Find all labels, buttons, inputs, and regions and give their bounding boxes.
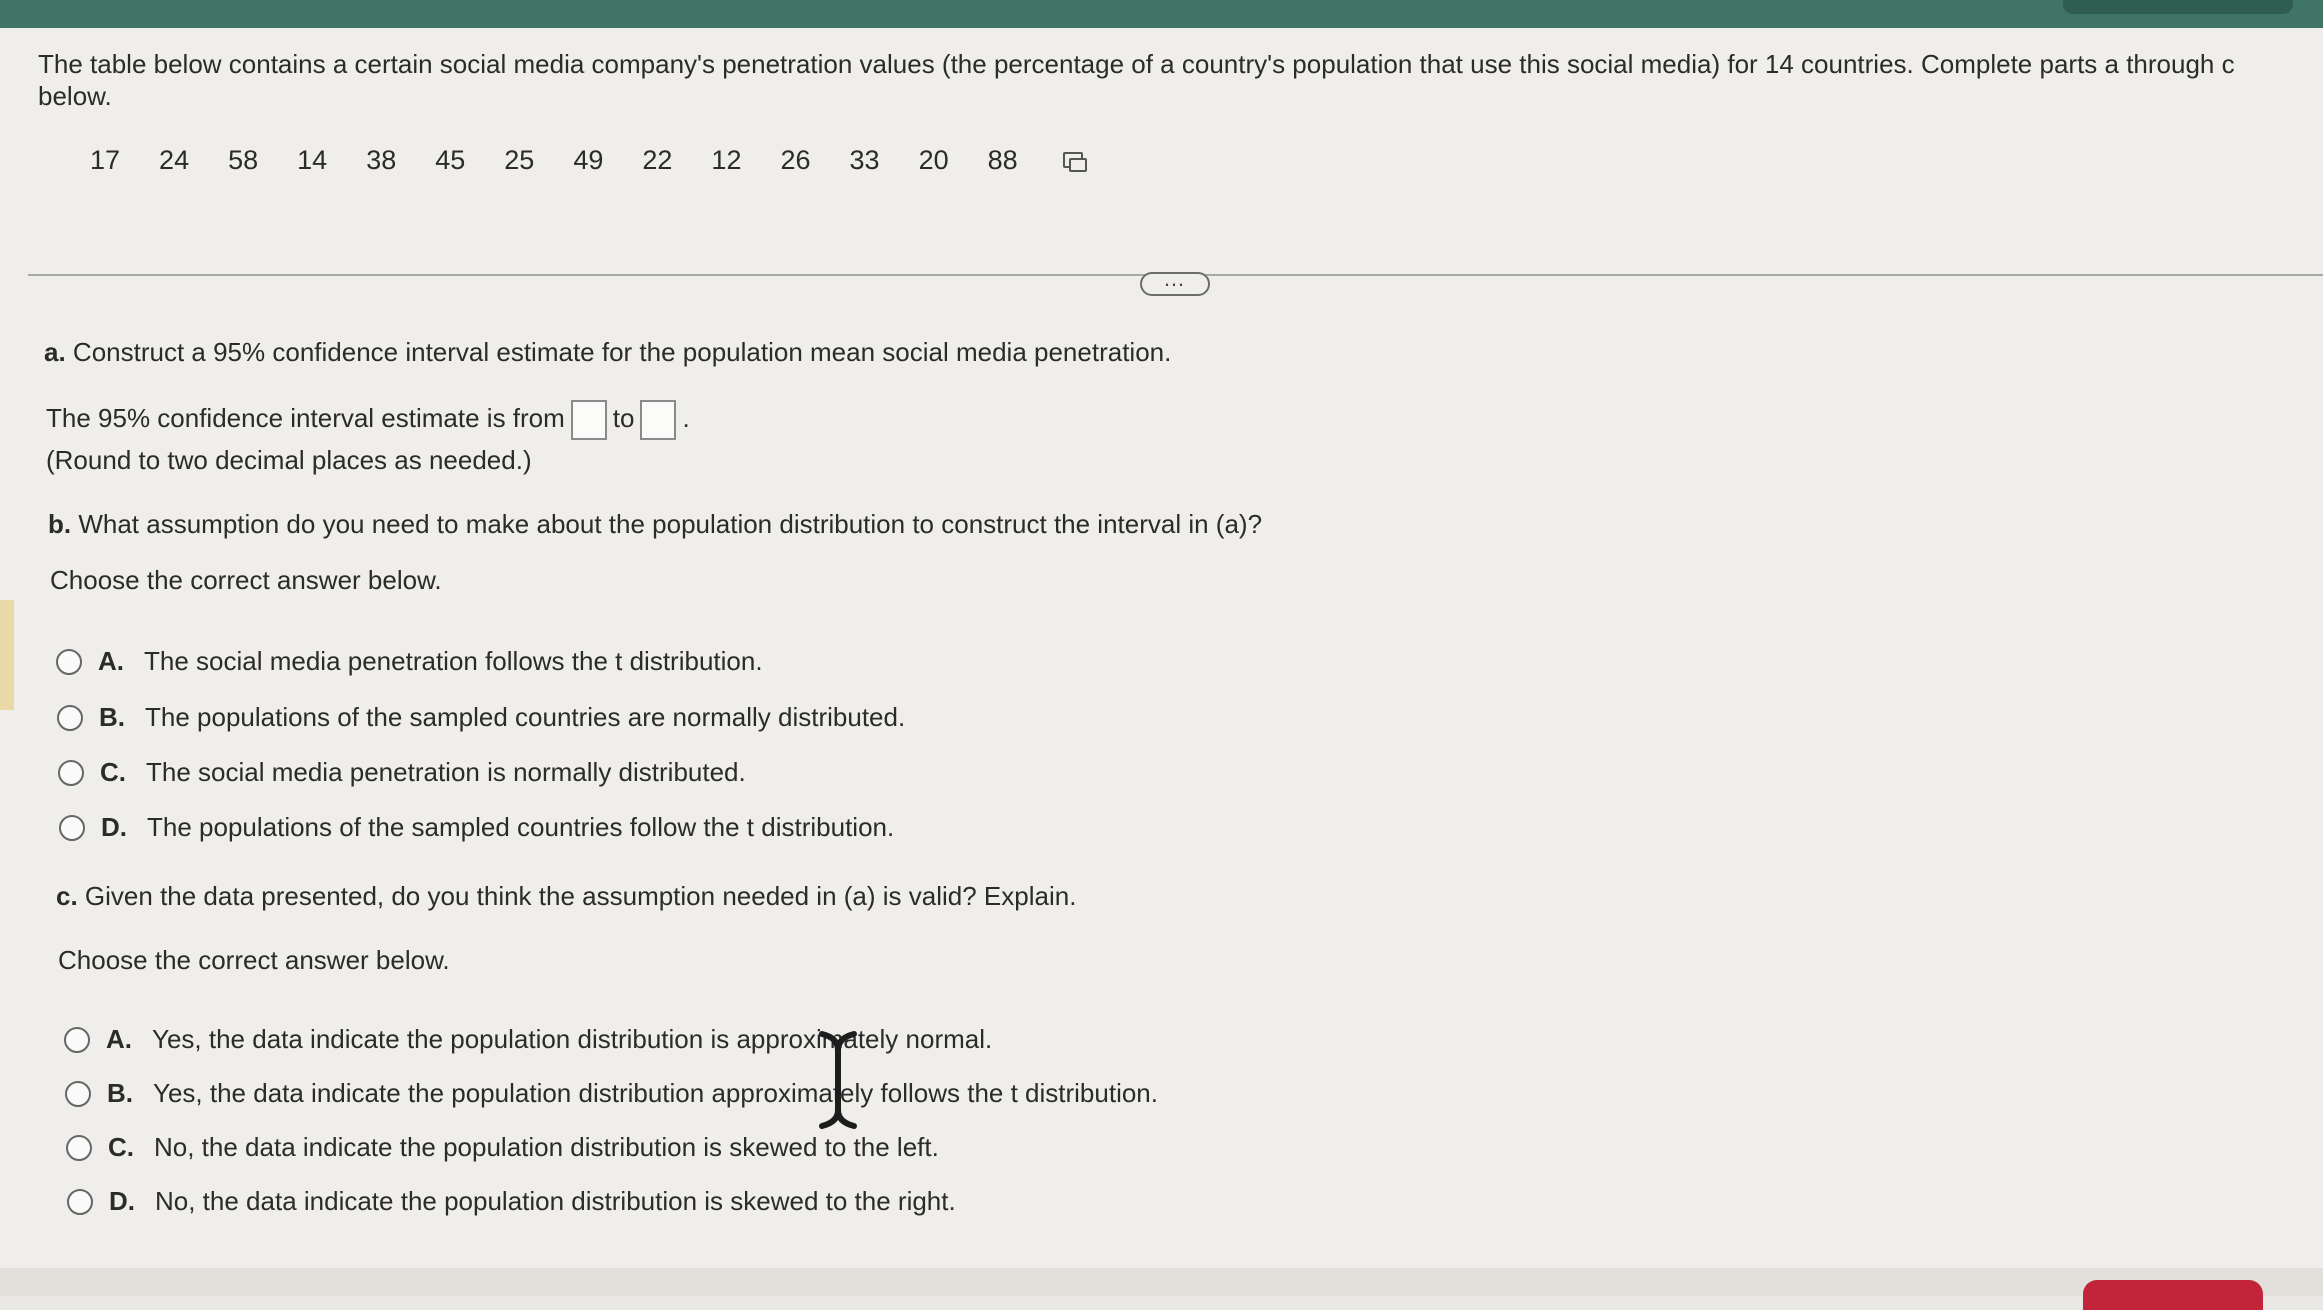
bottom-bar — [0, 1268, 2323, 1296]
top-bar-pill — [2063, 0, 2293, 14]
part-c-prompt — [56, 880, 1076, 912]
part-a-answer-line — [46, 400, 690, 440]
data-value: 12 — [711, 144, 742, 175]
option-text: No, the data indicate the population distribution is skewed to the right. — [155, 1186, 956, 1216]
part-a-text: Construct a 95% confidence interval estimate for the population mean social media penetration. — [72, 337, 1172, 367]
part-c-option-c[interactable] — [66, 1132, 939, 1163]
radio-button[interactable] — [58, 760, 84, 786]
copy-data-icon[interactable] — [1063, 150, 1085, 170]
data-value: 88 — [987, 144, 1018, 175]
part-c-option-b[interactable] — [65, 1078, 1158, 1109]
lower-bound-input[interactable] — [571, 400, 607, 440]
option-text: The social media penetration follows the t distribution. — [144, 646, 763, 676]
part-b-option-c[interactable] — [58, 757, 746, 788]
left-marker — [0, 600, 14, 710]
question-intro: The table below contains a certain social media company's penetration values (the percentage of a country's population that use this social media) for 14 countries. Complete parts a through c below. — [38, 49, 2235, 111]
data-value: 49 — [573, 144, 604, 175]
part-b-option-d[interactable] — [59, 812, 894, 843]
radio-button[interactable] — [67, 1189, 93, 1215]
option-letter: C. — [100, 757, 126, 787]
answer-mid: to — [612, 402, 635, 433]
option-letter: B. — [107, 1078, 133, 1108]
answer-prefix: The 95% confidence interval estimate is from — [46, 402, 565, 433]
option-letter: C. — [108, 1132, 134, 1162]
part-b-instruction: Choose the correct answer below. — [50, 565, 442, 595]
data-value: 17 — [90, 144, 121, 175]
rounding-note: (Round to two decimal places as needed.) — [46, 445, 532, 475]
option-text: Yes, the data indicate the population distribution approximately follows the t distribution. — [153, 1078, 1158, 1108]
option-text: The populations of the sampled countries are normally distributed. — [145, 702, 906, 732]
option-letter: A. — [106, 1024, 132, 1054]
part-b-label: b. — [48, 509, 72, 539]
part-c-text: Given the data presented, do you think the assumption needed in (a) is valid? Explain. — [84, 881, 1077, 911]
data-value: 14 — [297, 144, 328, 175]
option-letter: A. — [98, 646, 124, 676]
radio-button[interactable] — [56, 649, 82, 675]
radio-button[interactable] — [64, 1027, 90, 1053]
part-b-option-b[interactable] — [57, 702, 905, 733]
part-b-option-a[interactable] — [56, 646, 763, 677]
part-c-label: c. — [56, 881, 78, 911]
part-a-label: a. — [44, 337, 66, 367]
option-letter: B. — [99, 702, 125, 732]
upper-bound-input[interactable] — [640, 400, 676, 440]
option-text: The social media penetration is normally distributed. — [146, 757, 746, 787]
data-value: 20 — [918, 144, 949, 175]
data-value: 26 — [780, 144, 811, 175]
radio-button[interactable] — [65, 1081, 91, 1107]
data-value: 25 — [504, 144, 535, 175]
part-b-text: What assumption do you need to make about the population distribution to construct the interval in (a)? — [78, 509, 1263, 539]
data-value: 58 — [228, 144, 259, 175]
expand-button[interactable]: … — [1140, 272, 1210, 296]
bottom-action-button[interactable] — [2083, 1280, 2263, 1310]
option-text: The populations of the sampled countries follow the t distribution. — [147, 812, 895, 842]
option-text: No, the data indicate the population distribution is skewed to the left. — [154, 1132, 939, 1162]
part-a-prompt — [44, 336, 1171, 368]
part-b-prompt — [48, 508, 1262, 540]
data-value: 22 — [642, 144, 673, 175]
data-value: 24 — [159, 144, 190, 175]
answer-suffix: . — [682, 402, 690, 433]
data-value: 45 — [435, 144, 466, 175]
part-c-option-d[interactable] — [67, 1186, 956, 1217]
radio-button[interactable] — [59, 815, 85, 841]
radio-button[interactable] — [66, 1135, 92, 1161]
option-letter: D. — [109, 1186, 135, 1216]
data-values-row — [90, 140, 1085, 180]
data-value: 38 — [366, 144, 397, 175]
option-letter: D. — [101, 812, 127, 842]
part-c-instruction: Choose the correct answer below. — [58, 945, 450, 975]
data-value: 33 — [849, 144, 880, 175]
option-text: Yes, the data indicate the population distribution is approximately normal. — [152, 1024, 993, 1054]
text-cursor-icon — [818, 1030, 858, 1130]
radio-button[interactable] — [57, 705, 83, 731]
